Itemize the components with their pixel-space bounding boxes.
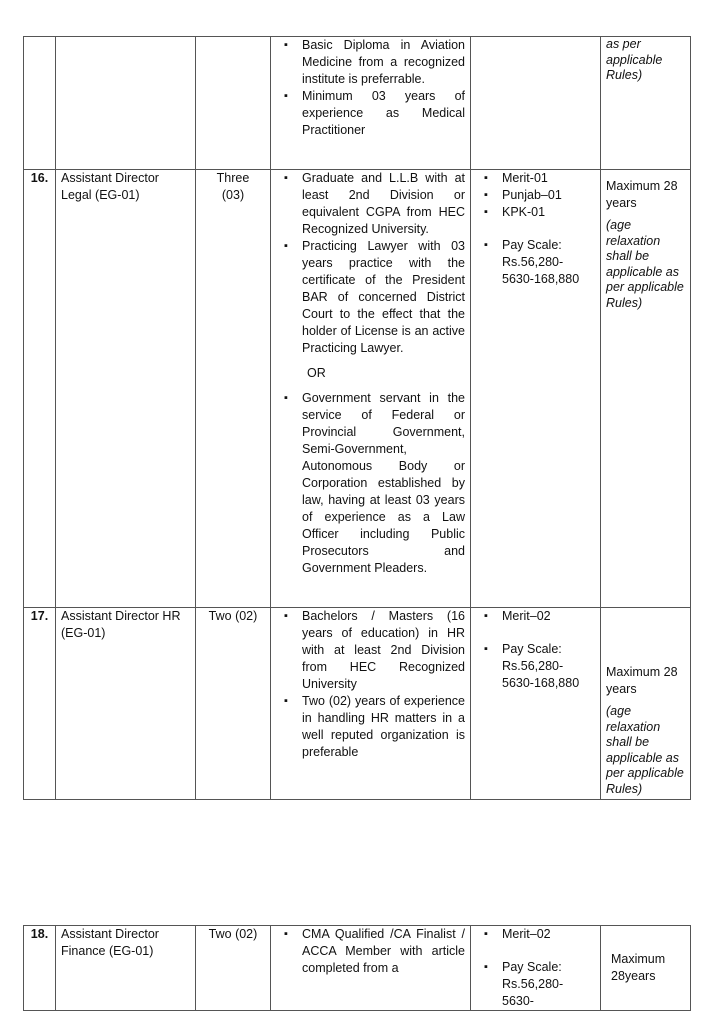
- recruitment-table-bottom: [23, 925, 691, 1011]
- qualification-item: ▪ Two (02) years of experience in handling HR matters in a well reputed organization is preferable: [276, 693, 465, 761]
- sno-cell: 16.: [24, 170, 56, 608]
- age-limit: Maximum 28 years: [606, 179, 678, 210]
- pay-scale: ▪ Pay Scale: Rs.56,280-5630-168,880: [476, 237, 595, 288]
- post-cell: [56, 37, 196, 170]
- qualification-list: [276, 170, 465, 357]
- quota-list: [476, 170, 595, 221]
- pay-scale-list: [476, 641, 595, 692]
- quota-list: [476, 926, 595, 943]
- pay-scale-list: [476, 959, 595, 1010]
- sno-cell: 17.: [24, 608, 56, 800]
- quota-item: ▪ Merit–02: [476, 608, 595, 625]
- sno-cell: 18.: [24, 926, 56, 1011]
- posts-count: Two (02): [196, 926, 271, 1011]
- recruitment-table-top: [23, 36, 691, 800]
- qualification-item: ▪ Bachelors / Masters (16 years of education) in HR with at least 2nd Division from HEC Recognized University: [276, 608, 465, 693]
- quota-cell: [471, 37, 601, 170]
- qualification-item: ▪ CMA Qualified /CA Finalist / ACCA Member with article completed from a: [276, 926, 465, 977]
- posts-count: [196, 170, 271, 608]
- age-cell: [601, 926, 691, 1011]
- qualification-item: ▪ Government servant in the service of Federal or Provincial Government, Semi-Government, Autonomous Body or Corporation established by law, having at least 03 years of experience as a Law Officer including Public Prosecutors and Government Pleaders.: [276, 390, 465, 577]
- post-name: Assistant Director HR (EG-01): [56, 608, 196, 800]
- post-name: Assistant Director Legal (EG-01): [56, 170, 196, 608]
- qualification-list: [276, 608, 465, 761]
- quota-cell: [471, 608, 601, 800]
- age-relaxation: (age relaxation shall be applicable as per applicable Rules): [606, 218, 684, 310]
- age-relaxation: (age relaxation shall be applicable as per applicable Rules): [606, 704, 684, 796]
- age-limit: Maximum 28 years: [606, 665, 678, 696]
- age-cell: [601, 37, 691, 170]
- quota-item: ▪ Merit-01: [476, 170, 595, 187]
- qualification-cell: [271, 170, 471, 608]
- qualification-item: ▪ Graduate and L.L.B with at least 2nd Division or equivalent CGPA from HEC Recognized University.: [276, 170, 465, 238]
- table-row-15-continued: [24, 37, 691, 170]
- qualification-item: ▪ Basic Diploma in Aviation Medicine from a recognized institute is preferrable.: [276, 37, 465, 88]
- age-cell: [601, 170, 691, 608]
- pay-scale-list: [476, 237, 595, 288]
- table-row-16: [24, 170, 691, 608]
- posts-count: Two (02): [196, 608, 271, 800]
- qualification-list: [276, 37, 465, 139]
- post-name: Assistant Director Finance (EG-01): [56, 926, 196, 1011]
- table-row-18: [24, 926, 691, 1011]
- pay-scale: ▪ Pay Scale: Rs.56,280-5630-168,880: [476, 641, 595, 692]
- quota-item: ▪ Punjab–01: [476, 187, 595, 204]
- qualification-list: [276, 926, 465, 977]
- age-cell: [601, 608, 691, 800]
- sno-cell: [24, 37, 56, 170]
- qualification-cell: [271, 926, 471, 1011]
- quota-list: [476, 608, 595, 625]
- quota-item: ▪ Merit–02: [476, 926, 595, 943]
- age-relaxation-tail: as per applicable Rules): [606, 37, 663, 82]
- quota-item: ▪ KPK-01: [476, 204, 595, 221]
- table-row-17: [24, 608, 691, 800]
- quota-cell: [471, 926, 601, 1011]
- qualification-item: ▪ Minimum 03 years of experience as Medical Practitioner: [276, 88, 465, 139]
- or-separator: OR: [307, 366, 326, 380]
- posts-cell: [196, 37, 271, 170]
- age-limit: Maximum 28years: [611, 952, 666, 983]
- posts-count-number: (03): [221, 188, 245, 202]
- posts-count-word: Three: [216, 171, 250, 185]
- qualification-cell: [271, 37, 471, 170]
- pay-scale: ▪ Pay Scale: Rs.56,280-5630-: [476, 959, 595, 1010]
- qualification-cell: [271, 608, 471, 800]
- qualification-item: ▪ Practicing Lawyer with 03 years practice with the certificate of the President BAR of concerned District Court to the effect that the holder of License is an active Practicing Lawyer.: [276, 238, 465, 357]
- quota-cell: [471, 170, 601, 608]
- qualification-list-alt: [276, 390, 465, 577]
